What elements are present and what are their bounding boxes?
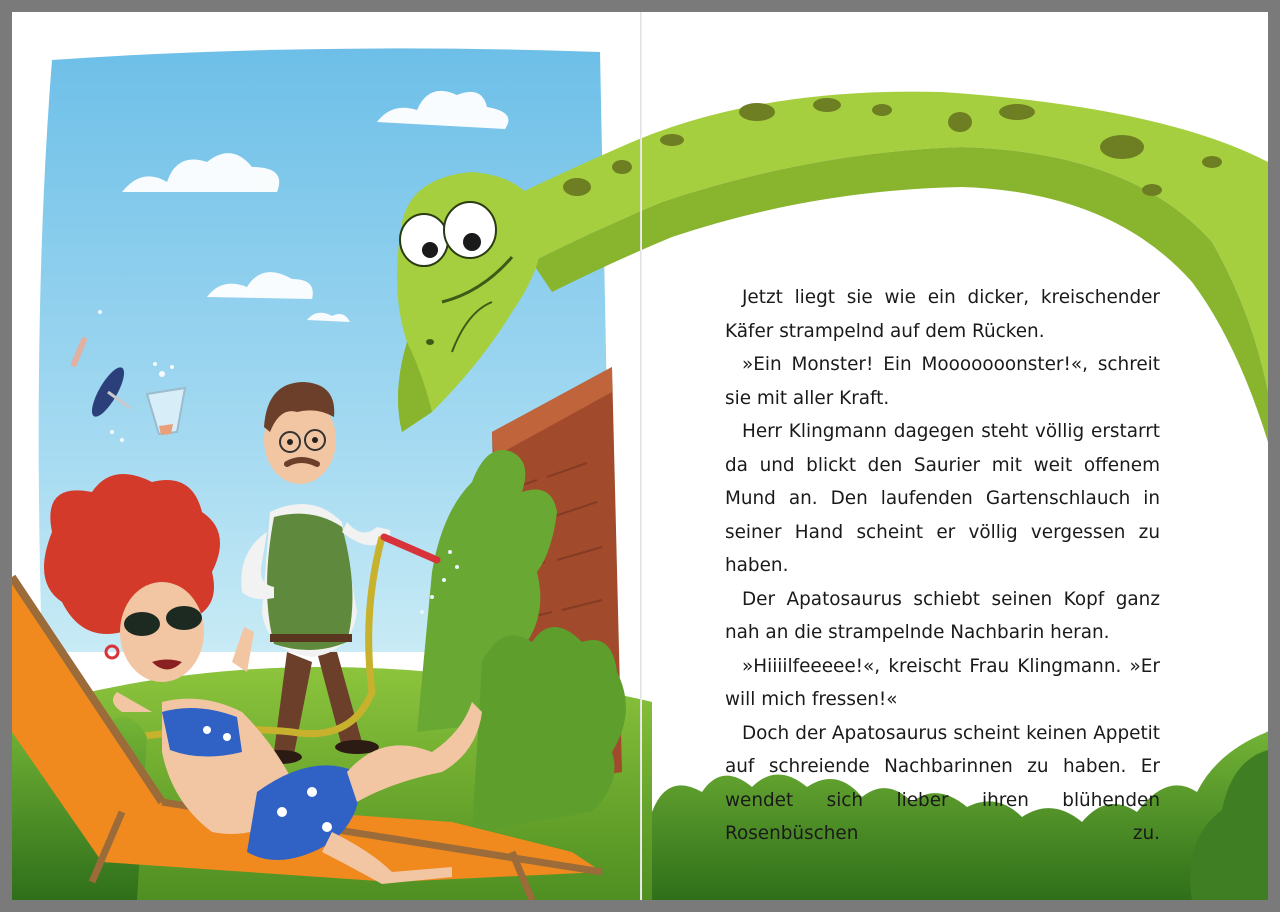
story-paragraph: »Hiiiilfeeeee!«, kreischt Frau Klingmann. »Er will mich fressen!« xyxy=(725,655,1160,710)
story-text xyxy=(725,281,1160,851)
dino-eye-left xyxy=(400,214,448,266)
story-paragraph: Doch der Apatosaurus scheint keinen Appetit auf schreiende Nachbarinnen zu haben. Er wendet sich lieber ihren blühenden Rosenbüschen zu. xyxy=(725,722,1160,844)
story-paragraph: Der Apatosaurus schiebt seinen Kopf ganz nah an die strampelnde Nachbarin heran. xyxy=(725,588,1160,643)
story-paragraph: Herr Klingmann dagegen steht völlig erstarrt da und blickt den Saurier mit weit offenem Mund an. Den laufenden Gartenschlauch in seiner Hand scheint er völlig vergessen zu haben. xyxy=(725,421,1160,576)
page-gutter xyxy=(640,12,642,900)
book-spread xyxy=(12,12,1268,900)
story-paragraph: »Ein Monster! Ein Mooooooonster!«, schreit sie mit aller Kraft. xyxy=(725,354,1160,409)
story-paragraph: Jetzt liegt sie wie ein dicker, kreischender Käfer strampelnd auf dem Rücken. xyxy=(725,287,1160,342)
